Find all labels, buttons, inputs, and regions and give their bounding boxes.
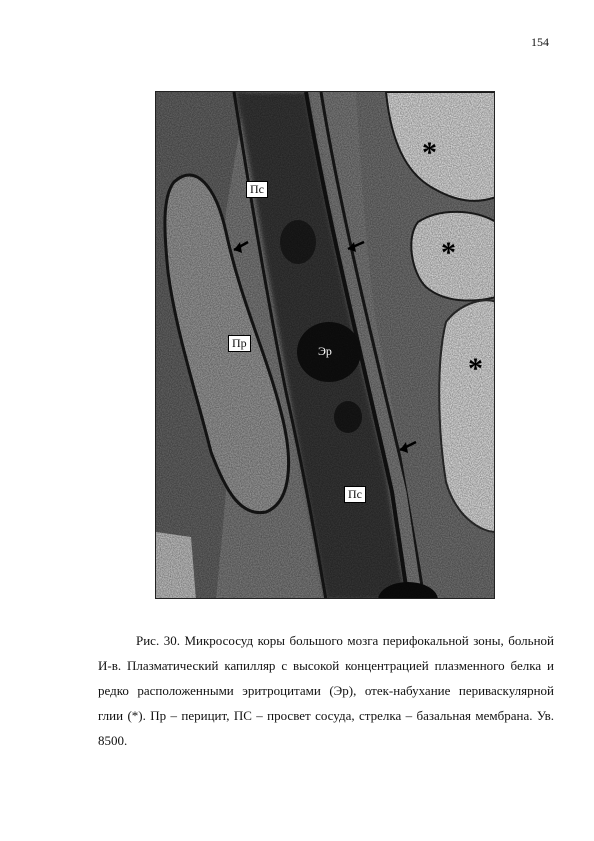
vessel-lumen-label-top: Пс: [246, 181, 268, 198]
asterisk-marker: *: [422, 136, 437, 169]
vessel-lumen-label-bottom: Пс: [344, 486, 366, 503]
figure-caption: Рис. 30. Микрососуд коры большого мозга перифокальной зоны, больной И-в. Плазматический капилляр с высокой концентрацией плазменного белка и редко расположенными эритроцитами (Эр), отек-набухание периваскулярной глии (*). Пр – перицит, ПС – просвет сосуда, стрелка – базальная мембрана. Ув. 8500.: [98, 633, 554, 748]
asterisk-marker: *: [441, 236, 456, 269]
page-number: 154: [531, 35, 549, 49]
erythrocyte-label: Эр: [318, 344, 332, 358]
micrograph-figure: [155, 91, 495, 599]
pericyte-label: Пр: [228, 335, 251, 352]
asterisk-marker: *: [468, 352, 483, 385]
